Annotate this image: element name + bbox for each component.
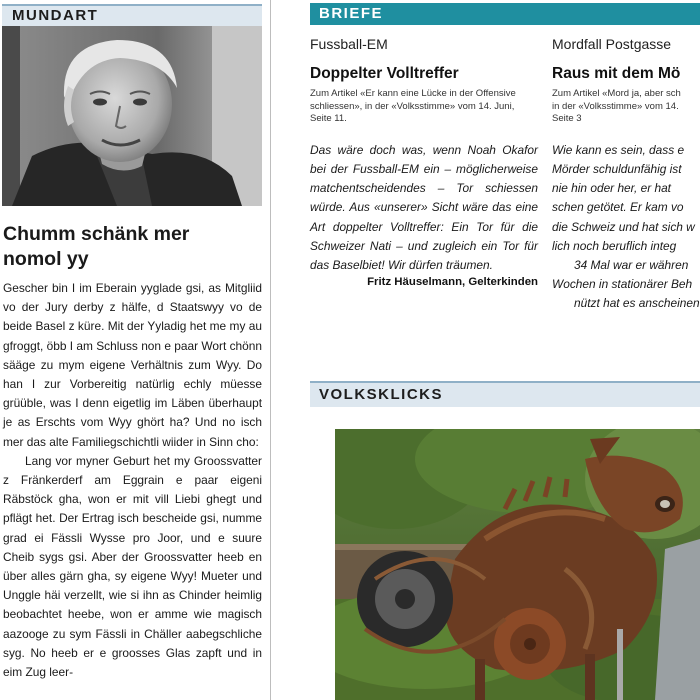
text-line: Wochen in stationärer Beh [552,277,693,292]
text-line: Wie kann es sein, dass e [552,142,685,157]
mundart-section-header [2,4,262,26]
volksklicks-photo-metal-sculpture [335,429,700,700]
column-body [3,279,262,682]
volksklicks-section-header [310,381,700,407]
mundart-column [0,0,264,700]
letter-topic: Fussball-EM [310,36,388,52]
headline-line-1: Chumm schänk mer [3,223,190,245]
reference-line: in der «Volksstimme» vom 14. [552,100,679,112]
headline-line-2: nomol yy [3,248,89,270]
author-portrait-photo [2,26,262,206]
letter-topic: Mordfall Postgasse [552,36,672,52]
body-paragraph-2: Lang vor myner Geburt het my Groossvatter z Fränkerderf am Eggrain e paar eigeni Räbstöck gha, won er mit vill Liebi ghegt und pflägt het. Der Ertrag isch bescheide gsi, numme grad ei Fässli Wysse pro Joor, und e suure Cheib sygs gsi. Aber der Groossvatter heeb en über alles gärn gha, sy eigene Wyy! Mueter und Unggle häi verzellt, wie si ihn as Chinder heimlig beobachtet heebe, won er amme wie magisch aazooge zu sym Fässli in Chäller aabegschliche syg. No heeb er e groosses Glas zapft und in eim Zug leer- [3,453,262,680]
text-line: schen getötet. Er kam vo [552,200,684,215]
letter-fussball-em [310,36,538,288]
reference-line: Zum Artikel «Mord ja, aber sch [552,88,681,99]
text-line: lich noch beruflich integ [552,238,677,253]
column-headline [3,222,261,272]
letter-reference: Zum Artikel «Er kann eine Lücke in der Offensive schliessen», in der «Volksstimme» vom 14. Juni, Seite 11. [310,88,516,125]
text-line: nie hin oder her, er hat [552,181,671,196]
volksklicks-section-label: VOLKSKLICKS [319,386,444,403]
column-divider [270,0,271,700]
text-line: die Schweiz und hat sich w [552,219,695,234]
letter-text: Das wäre doch was, wenn Noah Okafor bei der Fussball-EM ein – möglicherweise matchentscheidendes – Tor schiessen würde. Aus «unserer» Sicht wäre das eine Art doppelter Volltreffer: Ein Tor für die Schweizer Nati – und zugleich ein Tor für das Baselbiet! Wir dürfen träumen. [310,142,538,272]
letter-author: Fritz Häuselmann, Gelterkinden [367,276,538,289]
letter-title: Raus mit dem Mö [552,65,681,82]
letter-title: Doppelter Volltreffer [310,65,459,82]
text-line: 34 Mal war er währen [574,258,689,272]
text-line: nützt hat es anscheinen [574,296,700,311]
body-paragraph-1: Gescher bin I im Eberain yyglade gsi, as Mitgliid vo der Jury derby z hälfe, d Staatswyy vo de beide Basel z küre. Mit der Yyladig het me my au gfroggt, öbb I am Schluss non e paar Wort chönn sääge zu mym eigene Verhältnis zum Wyy. Do han I zur Vorbereitig natürlig echly müesse grüüble, was I denn eigetlig im Läben überhaupt je as Erschts vom Wyy ghört ha? Und no isch mer das alte Familiegschichtli wiider in Sinn cho: [3,281,262,449]
briefe-section-label: BRIEFE [319,5,384,22]
mundart-section-label: MUNDART [12,7,99,24]
letter-text [552,141,700,314]
text-line: Mörder schuldunfähig ist [552,161,682,176]
reference-line: Seite 3 [552,113,582,125]
briefe-section-header [310,3,700,25]
letter-mordfall-postgasse [552,36,700,314]
letter-reference [552,88,700,126]
